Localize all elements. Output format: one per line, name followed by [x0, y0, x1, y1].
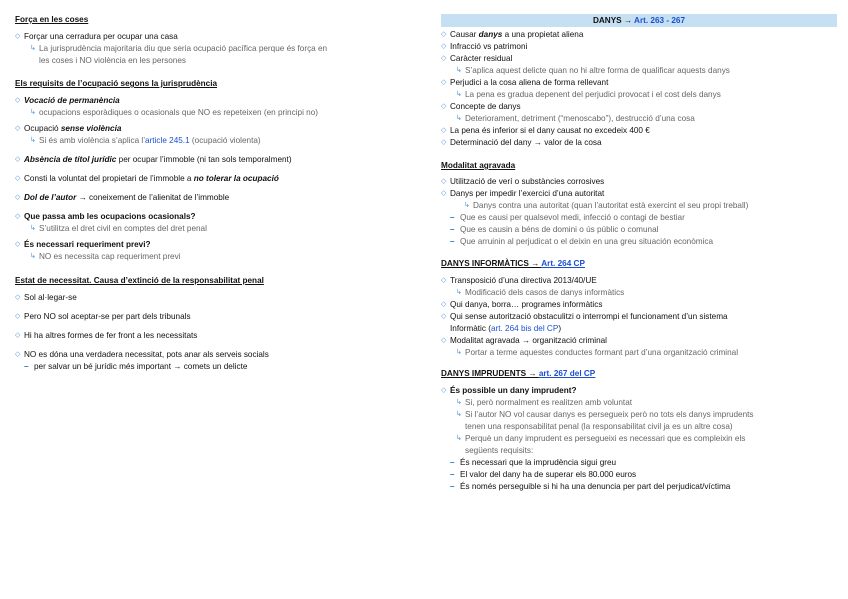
list-item: ◇ Danys per impedir l’exercici d’una autoritat: [441, 189, 605, 198]
dash-icon: –: [450, 458, 455, 467]
list-item: ◇ Caràcter residual: [441, 54, 513, 63]
bullet-icon: ◇: [441, 178, 447, 185]
bullet-icon: ◇: [441, 301, 447, 308]
bullet-icon: ◇: [441, 55, 447, 62]
sub-item-cont: següents requisits:: [465, 446, 534, 455]
sub-item: ↳ Modificació dels casos de danys informàtics: [456, 288, 625, 297]
bullet-icon: ◇: [441, 103, 447, 110]
list-item: ◇ Vocació de permanència: [15, 96, 120, 105]
sub-item: ↳ S’utilitza el dret civil en comptes del dret penal: [30, 224, 207, 233]
bullet-icon: ◇: [15, 332, 21, 339]
bullet-icon: ◇: [15, 313, 21, 320]
bullet-icon: ◇: [441, 43, 447, 50]
list-item: ◇ NO es dóna una verdadera necessitat, pots anar als serveis socials: [15, 350, 269, 359]
dash-item: – Que arruinin al perjudicat o el deixin en una greu situación econòmica: [450, 237, 714, 246]
bullet-icon: ◇: [15, 156, 21, 163]
sub-item: ↳ Deteriorament, detriment (“menoscabo”), destrucció d’una cosa: [456, 114, 695, 123]
list-item-cont: Informàtic (art. 264 bis del CP): [450, 324, 562, 333]
dash-item: – És necessari que la imprudència sigui greu: [450, 458, 617, 467]
sub-item-cont: les coses i NO violència en les persones: [39, 56, 186, 65]
list-item: ◇ Dol de l’autor → coneixement de l’alienitat de l’immoble: [15, 193, 230, 202]
list-item: ◇ Sol al·legar-se: [15, 293, 77, 302]
art-267-link[interactable]: art. 267 del CP: [538, 369, 596, 378]
danys-banner: DANYS → Art. 263 - 267: [441, 14, 837, 27]
return-arrow-icon: ↳: [30, 109, 36, 116]
dash-item: – El valor del dany ha de superar els 80.000 euros: [450, 470, 637, 479]
bullet-icon: ◇: [441, 79, 447, 86]
bullet-icon: ◇: [441, 190, 447, 197]
sub-item: ↳ ocupacions esporàdiques o ocasionals que NO es repeteixen (en principi no): [30, 108, 318, 117]
bullet-icon: ◇: [15, 241, 21, 248]
return-arrow-icon: ↳: [30, 45, 36, 52]
bullet-icon: ◇: [15, 97, 21, 104]
dash-icon: –: [450, 213, 455, 222]
list-item: ◇ Ocupació sense violència: [15, 124, 122, 133]
art-263-267-link[interactable]: Art. 263 - 267: [634, 16, 686, 25]
bullet-icon: ◇: [441, 127, 447, 134]
dash-icon: –: [450, 482, 455, 491]
sub-item: ↳ Si l’autor NO vol causar danys es persegueix però no tots els danys imprudents: [456, 410, 754, 419]
list-item: ◇ Determinació del dany → valor de la cosa: [441, 138, 602, 147]
list-item: ◇ Transposició d’una directiva 2013/40/UE: [441, 276, 597, 285]
list-item: ◇ És possible un dany imprudent?: [441, 386, 577, 395]
bullet-icon: ◇: [15, 213, 21, 220]
bullet-icon: ◇: [15, 125, 21, 132]
list-item: ◇ Utilització de verí o substàncies corrosives: [441, 177, 605, 186]
dash-item: – per salvar un bé jurídic més important → comets un delicte: [24, 362, 248, 371]
bullet-icon: ◇: [441, 31, 447, 38]
return-arrow-icon: ↳: [30, 137, 36, 144]
list-item: ◇ Perjudici a la cosa aliena de forma rellevant: [441, 78, 609, 87]
sub-item-cont: tenen una responsabilitat penal (la responsabilitat civil ja es un altre cosa): [465, 422, 733, 431]
list-item: ◇ Forçar una cerradura per ocupar una casa: [15, 32, 178, 41]
list-item: ◇ Pero NO sol aceptar-se per part dels tribunals: [15, 312, 191, 321]
dash-icon: –: [450, 225, 455, 234]
article-245-link[interactable]: article 245.1: [145, 136, 190, 145]
section-title-danys-informatics: DANYS INFORMÀTICS → Art. 264 CP: [441, 259, 585, 268]
list-item: ◇ Absència de títol jurídic per ocupar l’immoble (ni tan sols temporalment): [15, 155, 292, 164]
sub-item: ↳ Si, però normalment es realitzen amb voluntat: [456, 398, 633, 407]
sub-item: ↳ S’aplica aquest delicte quan no hi altre forma de qualificar aquests danys: [456, 66, 730, 75]
art-264-bis-link[interactable]: art. 264 bis del CP: [490, 324, 559, 333]
return-arrow-icon: ↳: [456, 67, 462, 74]
dash-icon: –: [450, 470, 455, 479]
sub-item: ↳ Danys contra una autoritat (quan l’autoritat està exercint el seu propi treball): [464, 201, 749, 210]
dash-item: – És només perseguible si hi ha una denuncia per part del perjudicat/víctima: [450, 482, 731, 491]
section-title-danys-imprudents: DANYS IMPRUDENTS → art. 267 del CP: [441, 369, 596, 378]
list-item: ◇ Causar danys a una propietat aliena: [441, 30, 584, 39]
return-arrow-icon: ↳: [30, 253, 36, 260]
return-arrow-icon: ↳: [456, 289, 462, 296]
list-item: ◇ Modalitat agravada → organització criminal: [441, 336, 608, 345]
bullet-icon: ◇: [441, 277, 447, 284]
return-arrow-icon: ↳: [456, 349, 462, 356]
bullet-icon: ◇: [15, 294, 21, 301]
list-item: ◇ Hi ha altres formes de fer front a les necessitats: [15, 331, 198, 340]
right-column: [441, 0, 837, 493]
return-arrow-icon: ↳: [456, 91, 462, 98]
return-arrow-icon: ↳: [464, 202, 470, 209]
section-title-estat-necessitat: Estat de necessitat. Causa d’extinció de la responsabilitat penal: [15, 276, 264, 285]
list-item: ◇ És necessari requeriment previ?: [15, 240, 151, 249]
sub-item: ↳ Si és amb violència s’aplica l’article 245.1 (ocupació violenta): [30, 136, 261, 145]
bullet-icon: ◇: [441, 139, 447, 146]
list-item: ◇ Que passa amb les ocupacions ocasionals?: [15, 212, 196, 221]
sub-item: ↳ Portar a terme aquestes conductes formant part d’una organització criminal: [456, 348, 739, 357]
return-arrow-icon: ↳: [456, 399, 462, 406]
sub-item: ↳ NO es necessita cap requeriment previ: [30, 252, 181, 261]
section-title-modalitat: Modalitat agravada: [441, 161, 516, 170]
bullet-icon: ◇: [441, 313, 447, 320]
sub-item: ↳ Perquè un dany imprudent es persegueixi es necessari que es compleixin els: [456, 434, 746, 443]
art-264-link[interactable]: Art. 264 CP: [541, 259, 585, 268]
section-title-forca: Força en les coses: [15, 15, 89, 24]
return-arrow-icon: ↳: [456, 435, 462, 442]
return-arrow-icon: ↳: [456, 115, 462, 122]
return-arrow-icon: ↳: [30, 225, 36, 232]
sub-item: ↳ La pena es gradua depenent del perjudici provocat i el cost dels danys: [456, 90, 721, 99]
bullet-icon: ◇: [15, 175, 21, 182]
section-title-requisits: Els requisits de l’ocupació segons la jurisprudència: [15, 79, 218, 88]
bullet-icon: ◇: [441, 337, 447, 344]
bullet-icon: ◇: [15, 194, 21, 201]
bullet-icon: ◇: [15, 351, 21, 358]
return-arrow-icon: ↳: [456, 411, 462, 418]
list-item: ◇ La pena és inferior si el dany causat no excedeix 400 €: [441, 126, 650, 135]
bullet-icon: ◇: [441, 387, 447, 394]
left-column: [15, 0, 415, 373]
list-item: ◇ Qui sense autorització obstaculitzi o interrompi el funcionament d’un sistema: [441, 312, 728, 321]
list-item: ◇ Qui danya, borra… programes informàtics: [441, 300, 603, 309]
list-item: ◇ Infracció vs patrimoni: [441, 42, 528, 51]
dash-item: – Que es causi per qualsevol medi, infecció o contagi de bestiar: [450, 213, 685, 222]
sub-item: ↳ La jurisprudència majoritaria diu que seria ocupació pacífica perque és força en: [30, 44, 328, 53]
dash-icon: –: [450, 237, 455, 246]
dash-item: – Que es causin a béns de domini o ús públic o comunal: [450, 225, 659, 234]
list-item: ◇ Concepte de danys: [441, 102, 521, 111]
list-item: ◇ Consti la voluntat del propietari de l’immoble a no tolerar la ocupació: [15, 174, 279, 183]
bullet-icon: ◇: [15, 33, 21, 40]
dash-icon: –: [24, 362, 29, 371]
